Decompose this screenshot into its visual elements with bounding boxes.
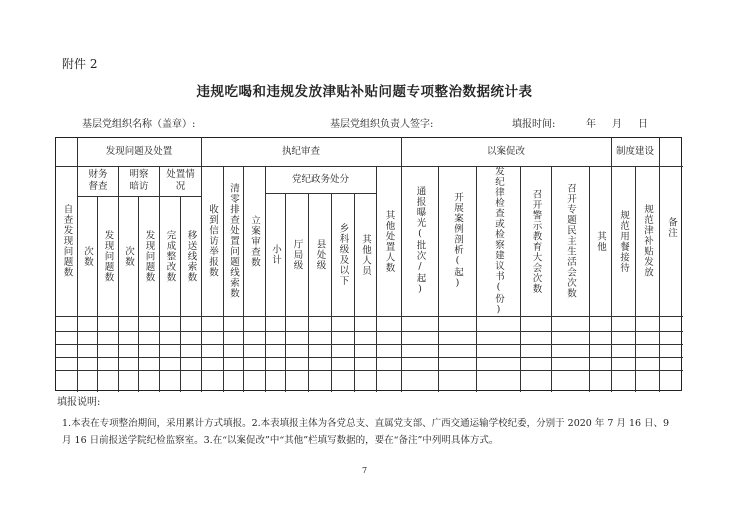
col-section-level: 乡科级及以下 — [337, 223, 349, 286]
col-reform-other: 其他 — [594, 230, 606, 252]
col-remarks: 备注 — [665, 216, 677, 238]
subgroup-secret-visit: 明察暗访 — [129, 169, 149, 192]
page-title: 违规吃喝和违规发放津贴补贴问题专项整治数据统计表 — [196, 84, 533, 100]
col-case-analysis: 开展案例剖析(起) — [451, 192, 463, 290]
col-clues: 清零排查处置问题线索数 — [227, 183, 239, 299]
col-other-handling: 其他处置人数 — [383, 209, 395, 273]
notes-heading: 填报说明: — [57, 397, 101, 408]
col-democratic-meeting: 召开专题民主生活会次数 — [564, 183, 576, 299]
col-finance-issues: 发现问题数 — [102, 229, 114, 283]
subgroup-handling: 处置情况 — [166, 169, 195, 192]
col-exposure: 通报曝光(批次/起) — [414, 186, 426, 296]
col-rectified: 完成整改数 — [164, 229, 176, 283]
col-self-check: 自查发现问题数 — [61, 204, 73, 278]
date-label: 填报时间: — [512, 119, 556, 130]
col-allowance-regulation: 规范津补贴发放 — [641, 204, 653, 278]
col-visit-count: 次数 — [122, 245, 134, 267]
col-subtotal: 小计 — [269, 244, 281, 265]
day-label: 日 — [638, 119, 648, 130]
col-dept-level: 厅局级 — [291, 238, 303, 271]
org-name-label: 基层党组织名称（盖章）: — [82, 119, 196, 130]
group-discovery: 发现问题及处置 — [105, 146, 173, 158]
group-system: 制度建设 — [616, 146, 655, 158]
col-dining-regulation: 规范用餐接待 — [617, 209, 629, 273]
subgroup-finance: 财务督查 — [88, 169, 108, 192]
col-visit-issues: 发现问题数 — [143, 229, 155, 283]
leader-signature-label: 基层党组织负责人签字: — [330, 119, 434, 130]
group-reform: 以案促改 — [486, 146, 525, 158]
subgroup-sanction: 党纪政务处分 — [291, 173, 349, 185]
col-county-level: 县处级 — [314, 238, 326, 271]
notes-text: 1.本表在专项整治期间，采用累计方式填报。2.本表填报主体为各党总支、直属党支部、广西交通运输学校纪委，分别于 2020 年 7 月 16 日、9 月 16 日前报送学院纪检监察室。3.在“以案促改”中“其他”栏填写数据的，要在“备注”中列明具体方式。 — [62, 418, 670, 446]
page-number: 7 — [361, 466, 368, 475]
col-cases: 立案审查数 — [248, 214, 260, 268]
col-petitions: 收到信访举报数 — [206, 204, 218, 278]
group-discipline: 执纪审查 — [281, 146, 320, 158]
month-label: 月 — [612, 119, 622, 130]
col-finance-count: 次数 — [81, 245, 93, 267]
col-suggestions: 发纪律检查或检察建议书(份) — [492, 166, 504, 316]
col-other-staff: 其他人员 — [359, 233, 371, 276]
attachment-label: 附件 2 — [62, 57, 98, 71]
statistics-table — [55, 137, 682, 391]
year-label: 年 — [586, 119, 596, 130]
col-transferred: 移送线索数 — [185, 229, 197, 283]
col-warning-education: 召开警示教育大会次数 — [530, 188, 542, 294]
